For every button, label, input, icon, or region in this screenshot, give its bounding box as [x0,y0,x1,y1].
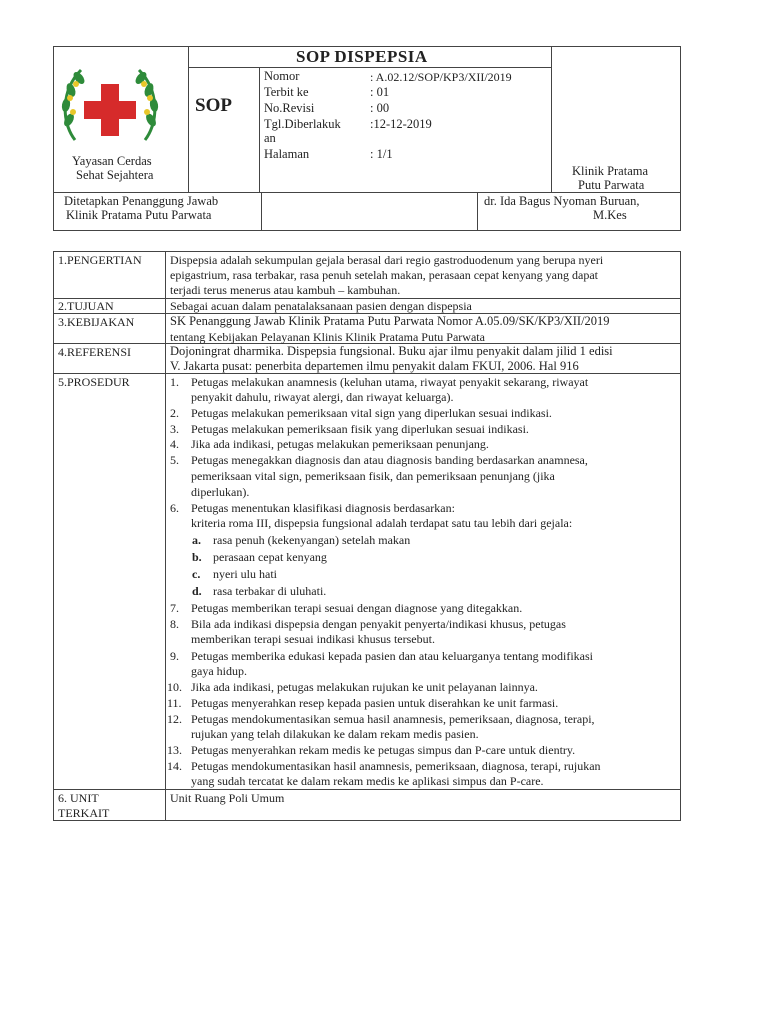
step-number: 14. [167,759,182,773]
step-text: gaya hidup. [191,664,247,678]
step-text: Petugas menyerahkan resep kepada pasien untuk diserahkan ke unit farmasi. [191,696,559,710]
clinic-name-line1: Klinik Pratama [572,164,649,178]
step-text: Bila ada indikasi dispepsia dengan penyakit penyerta/indikasi khusus, petugas [191,617,566,631]
step-number: 9. [170,649,179,663]
step-text: Petugas menentukan klasifikasi diagnosis berdasarkan: [191,501,455,515]
field-label-revisi: No.Revisi [264,101,315,115]
kebijakan-line: SK Penanggung Jawab Klinik Pratama Putu Parwata Nomor A.05.09/SK/KP3/XII/2019 [170,314,610,328]
org-name-line1: Yayasan Cerdas [72,154,152,168]
subitem-text: nyeri ulu hati [213,567,277,581]
section-label-referensi: 4.REFERENSI [58,345,132,359]
step-number: 6. [170,501,179,515]
page-title: SOP DISPEPSIA [296,47,428,66]
step-number: 1. [170,375,179,389]
section-label-tujuan: 2.TUJUAN [58,299,114,313]
referensi-line: V. Jakarta pusat: penerbita departemen ilmu penyakit dalam FKUI, 2006. Hal 916 [170,359,579,373]
step-text: penyakit dahulu, riwayat alergi, dan riwayat keluarga). [191,390,454,404]
step-number: 8. [170,617,179,631]
step-text: pemeriksaan vital sign, pemeriksaan fisik, dan pemeriksaan penunjang (jika [191,469,555,483]
unit-text: Unit Ruang Poli Umum [170,791,285,805]
step-number: 7. [170,601,179,615]
field-label-tgl: Tgl.Diberlakuk [264,117,341,131]
step-number: 5. [170,453,179,467]
step-text: yang sudah tercatat ke dalam rekam medis ke aplikasi simpus dan P-care. [191,774,544,788]
step-text: Petugas melakukan anamnesis (keluhan utama, riwayat penyakit sekarang, riwayat [191,375,589,389]
step-text: Petugas memberikan terapi sesuai dengan diagnose yang ditegakkan. [191,601,523,615]
step-text: Petugas melakukan pemeriksaan fisik yang diperlukan sesuai indikasi. [191,422,529,436]
step-text: Petugas menegakkan diagnosis dan atau diagnosis banding berdasarkan anamnesa, [191,453,588,467]
step-text: kriteria roma III, dispepsia fungsional adalah terdapat satu tau lebih dari gejala: [191,516,573,530]
subitem-text: rasa terbakar di uluhati. [213,584,327,598]
step-number: 4. [170,437,179,451]
step-number: 2. [170,406,179,420]
step-text: memberikan terapi sesuai indikasi khusus tersebut. [191,632,435,646]
step-text: Petugas melakukan pemeriksaan vital sign yang diperlukan sesuai indikasi. [191,406,552,420]
sop-label: SOP [195,95,232,116]
field-value-revisi: : 00 [370,101,390,115]
step-number: 12. [167,712,182,726]
kebijakan-line: tentang Kebijakan Pelayanan Klinis Klinik Pratama Putu Parwata [170,330,485,344]
referensi-line: Dojoningrat dharmika. Dispepsia fungsional. Buku ajar ilmu penyakit dalam jilid 1 edisi [170,344,613,358]
section-label-unit-line1: 6. UNIT [58,791,99,805]
step-text: Petugas mendokumentasikan hasil anamnesis, pemeriksaan, diagnosa, terapi, rujukan [191,759,601,773]
subitem-letter: b. [192,550,202,564]
step-text: Petugas menyerahkan rekam medis ke petugas simpus dan P-care untuk dientry. [191,743,576,757]
step-text: Petugas mendokumentasikan semua hasil anamnesis, pemeriksaan, diagnosa, terapi, [191,712,595,726]
pengertian-line: Dispepsia adalah sekumpulan gejala berasal dari regio gastroduodenum yang berupa nyeri [170,253,604,267]
clinic-name-line2: Putu Parwata [578,178,645,192]
field-value-nomor: : A.02.12/SOP/KP3/XII/2019 [370,70,512,84]
approved-by-line1: Ditetapkan Penanggung Jawab [64,194,219,208]
step-number: 3. [170,422,179,436]
step-text: Jika ada indikasi, petugas melakukan pemeriksaan penunjang. [191,437,489,451]
field-label-halaman: Halaman [264,147,310,161]
subitem-letter: a. [192,533,201,547]
subitem-letter: d. [192,584,202,598]
step-text: Jika ada indikasi, petugas melakukan rujukan ke unit pelayanan lainnya. [191,680,538,694]
approved-by-line2: Klinik Pratama Putu Parwata [66,208,212,222]
step-text: rujukan yang telah dilakukan ke dalam rekam medis pasien. [191,727,479,741]
step-number: 11. [167,696,182,710]
section-label-pengertian: 1.PENGERTIAN [58,253,142,267]
step-text: Petugas memberika edukasi kepada pasien dan atau keluarganya tentang modifikasi [191,649,593,663]
step-number: 13. [167,743,182,757]
step-text: diperlukan). [191,485,250,499]
org-name-line2: Sehat Sejahtera [76,168,154,182]
signer-line1: dr. Ida Bagus Nyoman Buruan, [484,194,640,208]
field-label-tgl-cont: an [264,131,276,145]
section-label-prosedur: 5.PROSEDUR [58,375,130,389]
subitem-text: rasa penuh (kekenyangan) setelah makan [213,533,411,547]
subitem-letter: c. [192,567,201,581]
pengertian-line: terjadi terus menerus atau kambuh – kambuhan. [170,283,401,297]
red-cross-logo [57,60,163,155]
field-label-terbit: Terbit ke [264,85,309,99]
signer-line2: M.Kes [593,208,627,222]
subitem-text: perasaan cepat kenyang [213,550,327,564]
field-value-tgl: :12-12-2019 [370,117,432,131]
pengertian-line: epigastrium, rasa terbakar, rasa penuh setelah makan, perasaan cepat kenyang yang dapat [170,268,598,282]
field-value-terbit: : 01 [370,85,390,99]
red-cross-icon [84,84,136,136]
section-label-unit-line2: TERKAIT [58,806,110,820]
field-value-halaman: : 1/1 [370,147,393,161]
field-label-nomor: Nomor [264,69,300,83]
tujuan-text: Sebagai acuan dalam penatalaksanaan pasien dengan dispepsia [170,299,472,313]
section-label-kebijakan: 3.KEBIJAKAN [58,315,135,329]
step-number: 10. [167,680,182,694]
